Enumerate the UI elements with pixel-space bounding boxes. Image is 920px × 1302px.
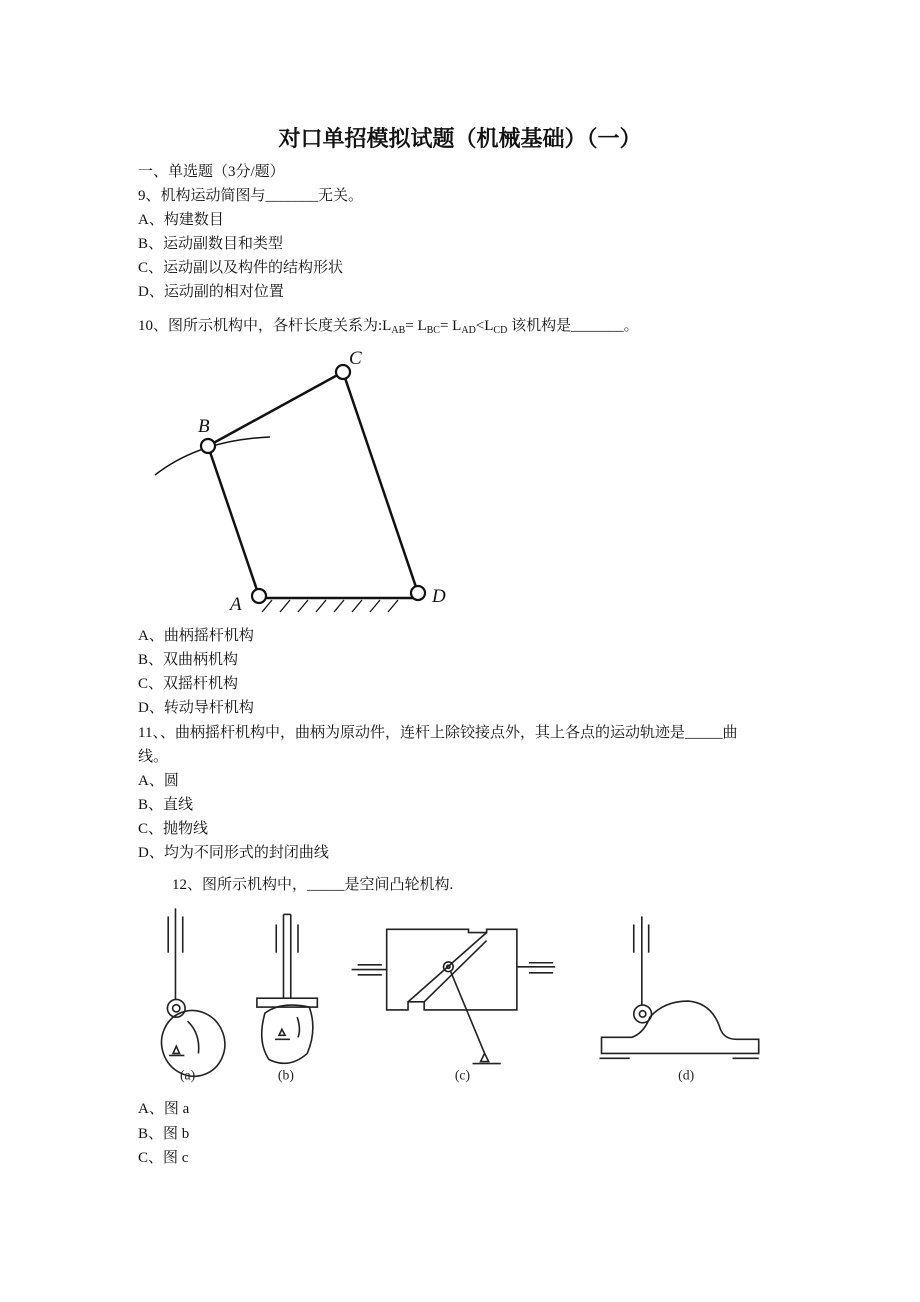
subscript: CD (493, 325, 508, 336)
figure-label-b: (b) (277, 1067, 294, 1083)
section-heading: 一、单选题（3分/题） (138, 164, 285, 180)
q12-option-a: A、图 a (138, 1101, 190, 1117)
q10-stem-text: <L (475, 318, 494, 334)
q11-option-a: A、圆 (138, 773, 179, 789)
figure-label-a: (a) (179, 1067, 196, 1083)
figure-label-c: (c) (454, 1067, 471, 1083)
joint-d (411, 586, 425, 600)
q9-option-a: A、构建数目 (138, 212, 224, 228)
q10-option-a: A、曲柄摇杆机构 (138, 628, 254, 644)
label-a: A (230, 594, 242, 615)
cam-mechanisms-figure (140, 900, 770, 1090)
q11-option-d: D、均为不同形式的封闭曲线 (138, 845, 329, 861)
q11-option-b: B、直线 (138, 797, 194, 813)
joint-a (252, 589, 266, 603)
q10-stem-text: 10、图所示机构中，各杆长度关系为:L (138, 318, 392, 334)
q11-stem-line1: 11、、曲柄摇杆机构中，曲柄为原动件，连杆上除铰接点外，其上各点的运动轨迹是_____曲 (138, 725, 738, 741)
label-b: B (198, 416, 210, 437)
q10-option-d: D、转动导杆机构 (138, 700, 254, 716)
subscript: AD (461, 325, 476, 336)
q9-stem: 9、机构运动简图与_______无关。 (138, 188, 364, 204)
q10-stem-text: = L (405, 318, 427, 334)
label-c: C (349, 348, 362, 369)
q10-stem-text: 该机构是_______。 (507, 318, 639, 334)
q9-option-c: C、运动副以及构件的结构形状 (138, 260, 344, 276)
joint-c (336, 365, 350, 379)
subscript: AB (391, 325, 406, 336)
subscript: BC (426, 325, 440, 336)
q10-option-b: B、双曲柄机构 (138, 652, 239, 668)
q12-option-b: B、图 b (138, 1126, 190, 1142)
q10-stem-text: = L (439, 318, 462, 334)
q9-option-d: D、运动副的相对位置 (138, 284, 284, 300)
figure-label-d: (d) (678, 1067, 695, 1083)
q10-option-c: C、双摇杆机构 (138, 676, 239, 692)
page-title: 对口单招模拟试题（机械基础）（一） (278, 126, 642, 151)
q11-option-c: C、抛物线 (138, 821, 209, 837)
q12-stem: 12、图所示机构中，_____是空间凸轮机构. (172, 877, 454, 893)
q11-stem-line2: 线。 (138, 749, 169, 765)
four-bar-linkage-figure (0, 0, 920, 640)
q9-option-b: B、运动副数目和类型 (138, 236, 284, 252)
joint-b (201, 439, 215, 453)
q12-option-c: C、图 c (138, 1150, 189, 1166)
label-d: D (432, 586, 446, 607)
